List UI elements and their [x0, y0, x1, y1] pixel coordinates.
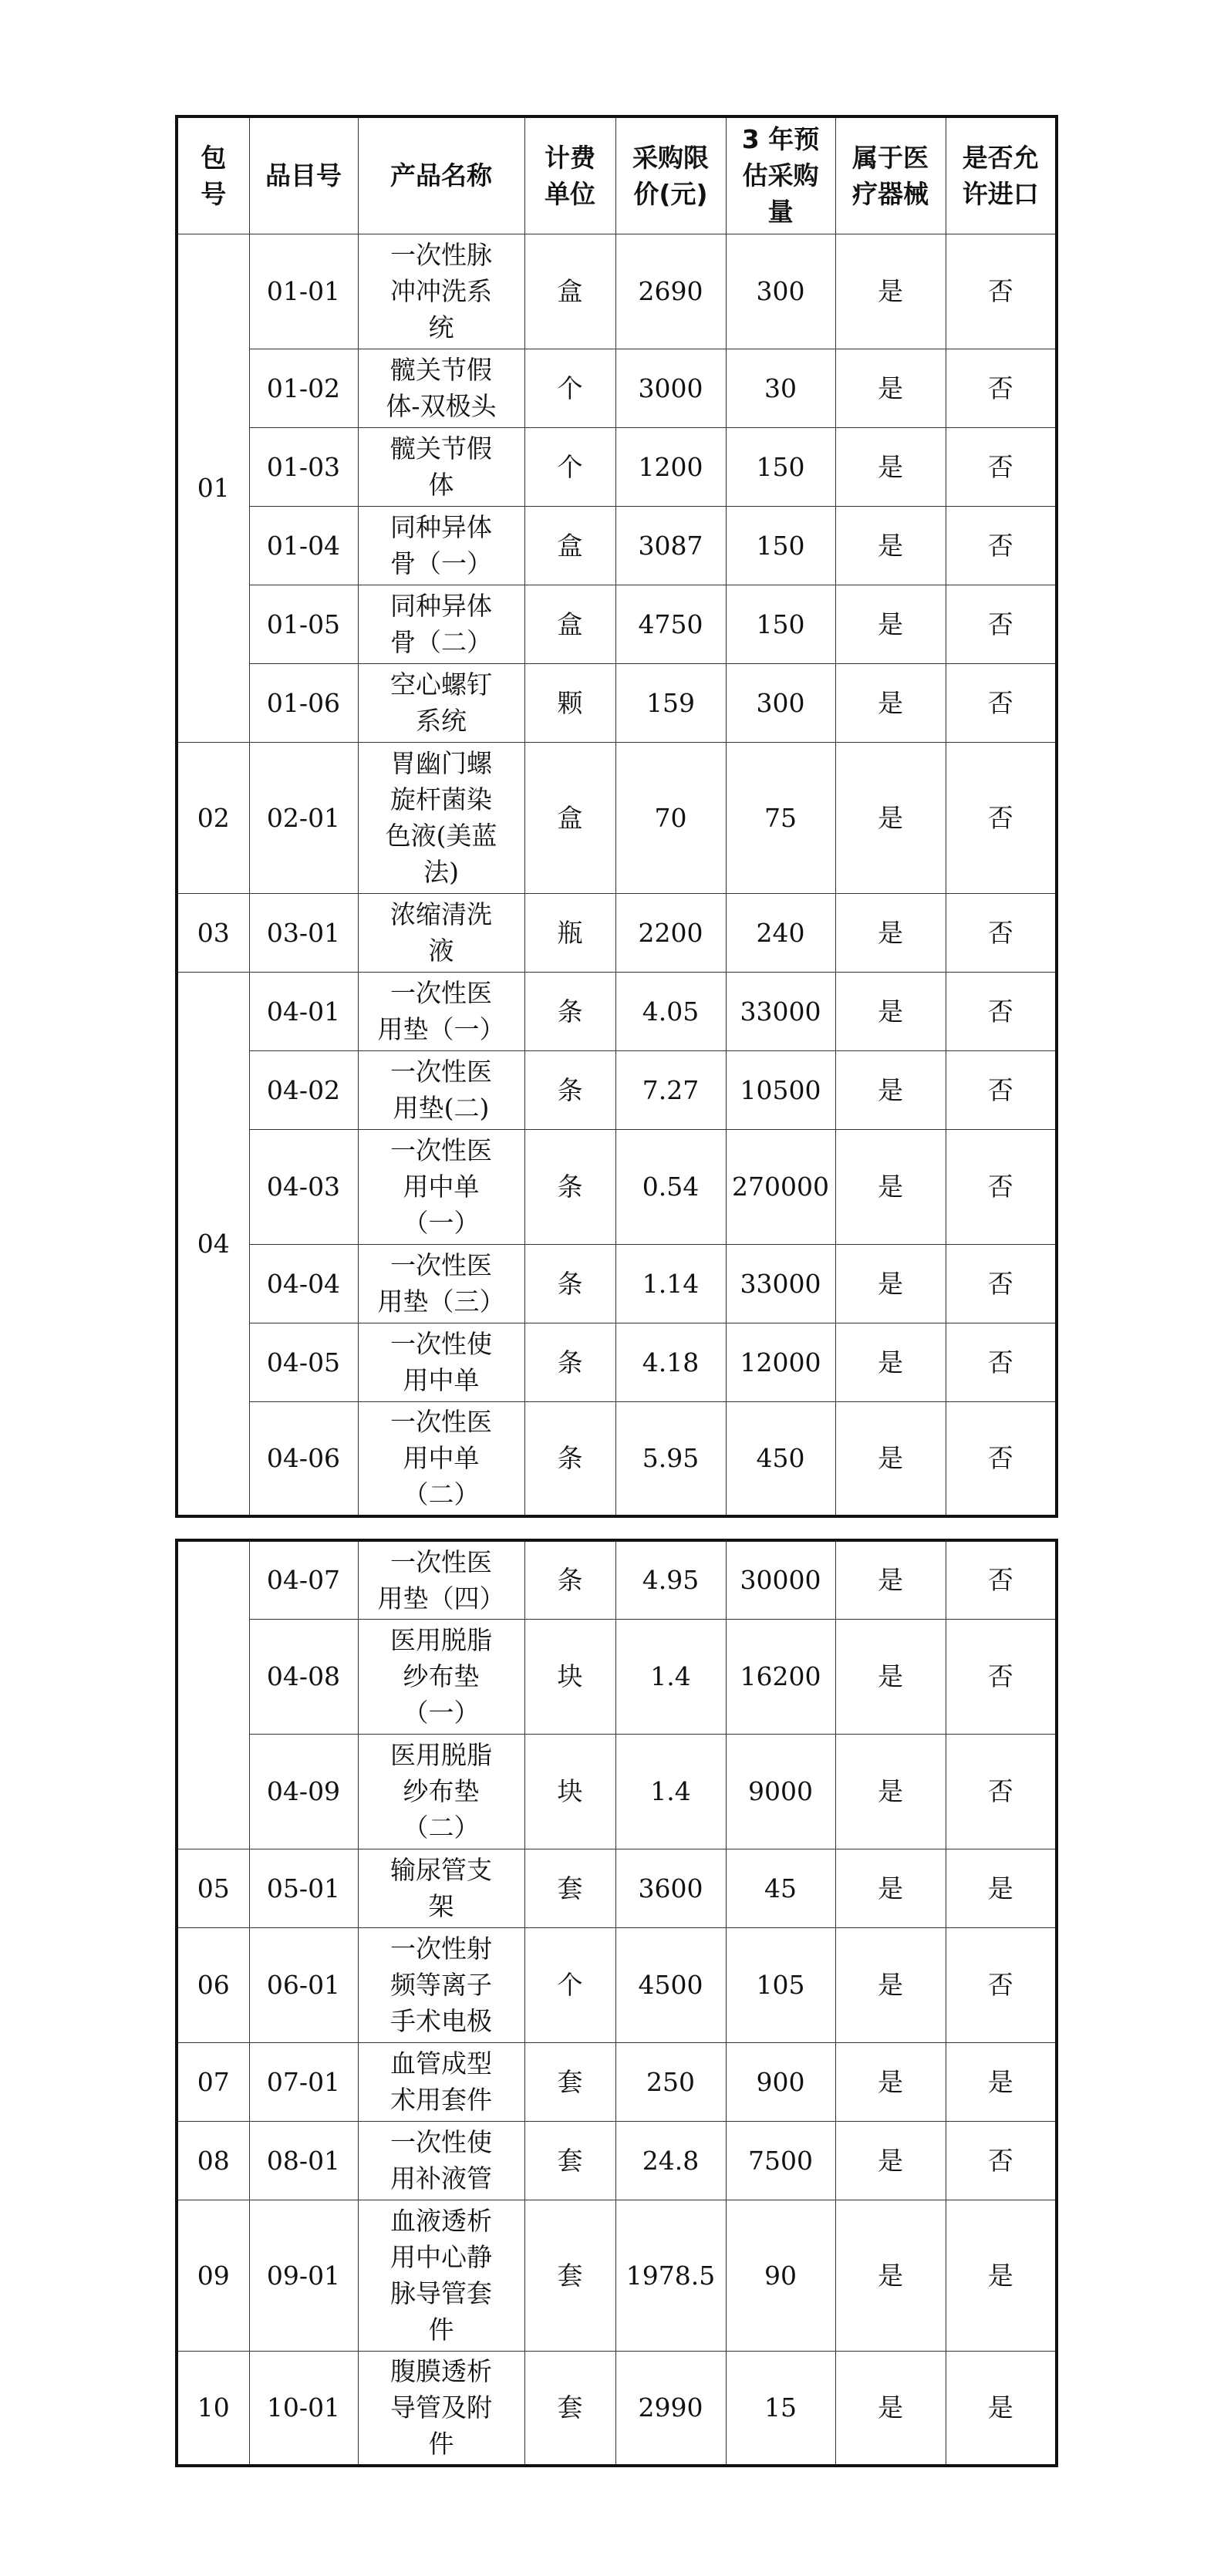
- cell-item-no: 03-01: [249, 893, 358, 972]
- cell-product-name: 腹膜透析 导管及附 件: [358, 2351, 524, 2466]
- cell-estimated-qty: 300: [726, 663, 835, 742]
- cell-import-allowed: 否: [946, 742, 1057, 893]
- table-row: [177, 1734, 1057, 1849]
- cell-price-limit: 2690: [615, 234, 726, 349]
- cell-product-name: 一次性医 用垫（四）: [358, 1540, 524, 1619]
- cell-import-allowed: 否: [946, 349, 1057, 427]
- cell-medical-device: 是: [835, 742, 946, 893]
- cell-package: 07: [177, 2042, 249, 2121]
- table-row: [177, 1540, 1057, 1619]
- cell-estimated-qty: 30: [726, 349, 835, 427]
- cell-price-limit: 4.05: [615, 972, 726, 1050]
- cell-unit: 颗: [524, 663, 615, 742]
- cell-item-no: 04-07: [249, 1540, 358, 1619]
- cell-estimated-qty: 12000: [726, 1323, 835, 1401]
- cell-price-limit: 159: [615, 663, 726, 742]
- cell-import-allowed: 否: [946, 663, 1057, 742]
- header-import-allowed: 是否允 许进口: [946, 116, 1057, 234]
- cell-medical-device: 是: [835, 585, 946, 663]
- cell-estimated-qty: 45: [726, 1849, 835, 1927]
- cell-import-allowed: 否: [946, 972, 1057, 1050]
- cell-medical-device: 是: [835, 349, 946, 427]
- cell-medical-device: 是: [835, 1734, 946, 1849]
- cell-price-limit: 3087: [615, 506, 726, 585]
- cell-import-allowed: 否: [946, 1619, 1057, 1734]
- cell-estimated-qty: 240: [726, 893, 835, 972]
- cell-item-no: 06-01: [249, 1927, 358, 2042]
- cell-unit: 个: [524, 427, 615, 506]
- table-row: [177, 1927, 1057, 2042]
- cell-estimated-qty: 30000: [726, 1540, 835, 1619]
- cell-product-name: 一次性医 用中单 （一）: [358, 1129, 524, 1244]
- cell-unit: 条: [524, 1129, 615, 1244]
- cell-price-limit: 1200: [615, 427, 726, 506]
- cell-item-no: 04-03: [249, 1129, 358, 1244]
- cell-product-name: 一次性医 用垫（一）: [358, 972, 524, 1050]
- cell-product-name: 空心螺钉 系统: [358, 663, 524, 742]
- table-body-part-1: [177, 234, 1057, 1516]
- cell-product-name: 医用脱脂 纱布垫 （一）: [358, 1619, 524, 1734]
- cell-price-limit: 5.95: [615, 1401, 726, 1516]
- cell-medical-device: 是: [835, 1619, 946, 1734]
- cell-unit: 盒: [524, 234, 615, 349]
- cell-item-no: 04-02: [249, 1050, 358, 1129]
- cell-item-no: 04-04: [249, 1244, 358, 1323]
- cell-product-name: 输尿管支 架: [358, 1849, 524, 1927]
- cell-item-no: 10-01: [249, 2351, 358, 2466]
- cell-estimated-qty: 16200: [726, 1619, 835, 1734]
- cell-medical-device: 是: [835, 893, 946, 972]
- cell-estimated-qty: 450: [726, 1401, 835, 1516]
- cell-product-name: 髋关节假 体-双极头: [358, 349, 524, 427]
- cell-import-allowed: 否: [946, 1927, 1057, 2042]
- table-row: [177, 427, 1057, 506]
- cell-product-name: 医用脱脂 纱布垫 （二）: [358, 1734, 524, 1849]
- cell-price-limit: 7.27: [615, 1050, 726, 1129]
- cell-medical-device: 是: [835, 2121, 946, 2200]
- cell-unit: 盒: [524, 742, 615, 893]
- cell-estimated-qty: 150: [726, 427, 835, 506]
- table-row: [177, 1401, 1057, 1516]
- cell-product-name: 血管成型 术用套件: [358, 2042, 524, 2121]
- cell-product-name: 一次性医 用垫(二): [358, 1050, 524, 1129]
- header-package: 包 号: [177, 116, 249, 234]
- cell-item-no: 07-01: [249, 2042, 358, 2121]
- cell-unit: 条: [524, 1050, 615, 1129]
- cell-price-limit: 250: [615, 2042, 726, 2121]
- cell-import-allowed: 否: [946, 1050, 1057, 1129]
- cell-price-limit: 70: [615, 742, 726, 893]
- cell-estimated-qty: 90: [726, 2200, 835, 2351]
- header-medical-device: 属于医 疗器械: [835, 116, 946, 234]
- cell-import-allowed: 否: [946, 1734, 1057, 1849]
- cell-estimated-qty: 270000: [726, 1129, 835, 1244]
- table-row: [177, 1619, 1057, 1734]
- table-row: [177, 1129, 1057, 1244]
- cell-medical-device: 是: [835, 1401, 946, 1516]
- cell-unit: 套: [524, 1849, 615, 1927]
- cell-unit: 套: [524, 2042, 615, 2121]
- cell-import-allowed: 否: [946, 1540, 1057, 1619]
- table-row: [177, 2351, 1057, 2466]
- cell-package: [177, 1540, 249, 1849]
- cell-price-limit: 1.4: [615, 1619, 726, 1734]
- cell-package: 08: [177, 2121, 249, 2200]
- cell-estimated-qty: 105: [726, 1927, 835, 2042]
- table-row: [177, 506, 1057, 585]
- cell-item-no: 04-06: [249, 1401, 358, 1516]
- cell-estimated-qty: 7500: [726, 2121, 835, 2200]
- cell-item-no: 05-01: [249, 1849, 358, 1927]
- cell-unit: 个: [524, 349, 615, 427]
- cell-unit: 块: [524, 1619, 615, 1734]
- cell-estimated-qty: 33000: [726, 1244, 835, 1323]
- cell-item-no: 04-08: [249, 1619, 358, 1734]
- header-row: [177, 116, 1057, 234]
- cell-medical-device: 是: [835, 1540, 946, 1619]
- cell-price-limit: 24.8: [615, 2121, 726, 2200]
- cell-unit: 盒: [524, 506, 615, 585]
- cell-package: 03: [177, 893, 249, 972]
- cell-unit: 条: [524, 1540, 615, 1619]
- cell-import-allowed: 是: [946, 2200, 1057, 2351]
- procurement-table-part-2: [175, 1539, 1058, 2467]
- cell-medical-device: 是: [835, 1849, 946, 1927]
- cell-import-allowed: 否: [946, 893, 1057, 972]
- cell-estimated-qty: 300: [726, 234, 835, 349]
- cell-import-allowed: 否: [946, 1401, 1057, 1516]
- cell-import-allowed: 否: [946, 1323, 1057, 1401]
- cell-import-allowed: 否: [946, 1244, 1057, 1323]
- cell-item-no: 04-05: [249, 1323, 358, 1401]
- cell-item-no: 04-01: [249, 972, 358, 1050]
- cell-medical-device: 是: [835, 2351, 946, 2466]
- table-row: [177, 972, 1057, 1050]
- table-row: [177, 2200, 1057, 2351]
- cell-medical-device: 是: [835, 1050, 946, 1129]
- cell-price-limit: 0.54: [615, 1129, 726, 1244]
- cell-price-limit: 4750: [615, 585, 726, 663]
- cell-item-no: 01-05: [249, 585, 358, 663]
- cell-item-no: 01-03: [249, 427, 358, 506]
- cell-item-no: 01-01: [249, 234, 358, 349]
- cell-unit: 套: [524, 2200, 615, 2351]
- cell-package: 06: [177, 1927, 249, 2042]
- cell-estimated-qty: 150: [726, 585, 835, 663]
- cell-medical-device: 是: [835, 2042, 946, 2121]
- table-row: [177, 1050, 1057, 1129]
- cell-package: 02: [177, 742, 249, 893]
- cell-import-allowed: 否: [946, 585, 1057, 663]
- header-item-no: 品目号: [249, 116, 358, 234]
- cell-estimated-qty: 9000: [726, 1734, 835, 1849]
- cell-import-allowed: 是: [946, 1849, 1057, 1927]
- cell-price-limit: 4.95: [615, 1540, 726, 1619]
- cell-unit: 盒: [524, 585, 615, 663]
- cell-product-name: 一次性使 用补液管: [358, 2121, 524, 2200]
- cell-price-limit: 3600: [615, 1849, 726, 1927]
- table-row: [177, 2042, 1057, 2121]
- cell-price-limit: 4.18: [615, 1323, 726, 1401]
- cell-price-limit: 3000: [615, 349, 726, 427]
- cell-import-allowed: 否: [946, 2121, 1057, 2200]
- cell-medical-device: 是: [835, 427, 946, 506]
- cell-item-no: 01-02: [249, 349, 358, 427]
- cell-package: 09: [177, 2200, 249, 2351]
- cell-estimated-qty: 900: [726, 2042, 835, 2121]
- cell-import-allowed: 否: [946, 1129, 1057, 1244]
- cell-item-no: 01-06: [249, 663, 358, 742]
- cell-unit: 条: [524, 972, 615, 1050]
- cell-product-name: 浓缩清洗 液: [358, 893, 524, 972]
- cell-medical-device: 是: [835, 1927, 946, 2042]
- cell-product-name: 髋关节假 体: [358, 427, 524, 506]
- table-row: [177, 585, 1057, 663]
- table-row: [177, 663, 1057, 742]
- table-row: [177, 742, 1057, 893]
- cell-medical-device: 是: [835, 1323, 946, 1401]
- cell-unit: 个: [524, 1927, 615, 2042]
- cell-unit: 条: [524, 1244, 615, 1323]
- cell-item-no: 01-04: [249, 506, 358, 585]
- cell-package: 04: [177, 972, 249, 1516]
- cell-medical-device: 是: [835, 1244, 946, 1323]
- cell-product-name: 一次性脉 冲冲洗系 统: [358, 234, 524, 349]
- cell-price-limit: 1978.5: [615, 2200, 726, 2351]
- cell-item-no: 08-01: [249, 2121, 358, 2200]
- cell-product-name: 同种异体 骨（二）: [358, 585, 524, 663]
- table-row: [177, 893, 1057, 972]
- cell-import-allowed: 否: [946, 234, 1057, 349]
- cell-product-name: 同种异体 骨（一）: [358, 506, 524, 585]
- cell-import-allowed: 否: [946, 506, 1057, 585]
- cell-price-limit: 2990: [615, 2351, 726, 2466]
- table-row: [177, 349, 1057, 427]
- cell-estimated-qty: 75: [726, 742, 835, 893]
- cell-import-allowed: 否: [946, 427, 1057, 506]
- cell-item-no: 02-01: [249, 742, 358, 893]
- cell-price-limit: 1.14: [615, 1244, 726, 1323]
- cell-unit: 瓶: [524, 893, 615, 972]
- cell-product-name: 血液透析 用中心静 脉导管套 件: [358, 2200, 524, 2351]
- cell-price-limit: 4500: [615, 1927, 726, 2042]
- header-estimated-qty: 3 年预 估采购 量: [726, 116, 835, 234]
- procurement-table-part-1: [175, 115, 1058, 1518]
- table-row: [177, 234, 1057, 349]
- cell-unit: 套: [524, 2351, 615, 2466]
- cell-product-name: 一次性医 用垫（三）: [358, 1244, 524, 1323]
- table-row: [177, 1244, 1057, 1323]
- cell-item-no: 04-09: [249, 1734, 358, 1849]
- table-row: [177, 2121, 1057, 2200]
- cell-product-name: 一次性射 频等离子 手术电极: [358, 1927, 524, 2042]
- cell-product-name: 胃幽门螺 旋杆菌染 色液(美蓝 法): [358, 742, 524, 893]
- cell-package: 05: [177, 1849, 249, 1927]
- cell-medical-device: 是: [835, 1129, 946, 1244]
- cell-estimated-qty: 150: [726, 506, 835, 585]
- cell-package: 10: [177, 2351, 249, 2466]
- cell-estimated-qty: 33000: [726, 972, 835, 1050]
- cell-item-no: 09-01: [249, 2200, 358, 2351]
- cell-unit: 块: [524, 1734, 615, 1849]
- cell-product-name: 一次性使 用中单: [358, 1323, 524, 1401]
- header-unit: 计费 单位: [524, 116, 615, 234]
- cell-medical-device: 是: [835, 663, 946, 742]
- cell-estimated-qty: 10500: [726, 1050, 835, 1129]
- cell-estimated-qty: 15: [726, 2351, 835, 2466]
- cell-medical-device: 是: [835, 506, 946, 585]
- cell-product-name: 一次性医 用中单 （二）: [358, 1401, 524, 1516]
- table-row: [177, 1323, 1057, 1401]
- header-product-name: 产品名称: [358, 116, 524, 234]
- cell-unit: 条: [524, 1323, 615, 1401]
- table-body-part-2: [177, 1540, 1057, 2466]
- table-row: [177, 1849, 1057, 1927]
- cell-price-limit: 1.4: [615, 1734, 726, 1849]
- cell-unit: 条: [524, 1401, 615, 1516]
- cell-import-allowed: 是: [946, 2042, 1057, 2121]
- cell-import-allowed: 是: [946, 2351, 1057, 2466]
- cell-price-limit: 2200: [615, 893, 726, 972]
- cell-medical-device: 是: [835, 972, 946, 1050]
- cell-package: 01: [177, 234, 249, 742]
- header-price-limit: 采购限 价(元): [615, 116, 726, 234]
- cell-medical-device: 是: [835, 2200, 946, 2351]
- cell-unit: 套: [524, 2121, 615, 2200]
- cell-medical-device: 是: [835, 234, 946, 349]
